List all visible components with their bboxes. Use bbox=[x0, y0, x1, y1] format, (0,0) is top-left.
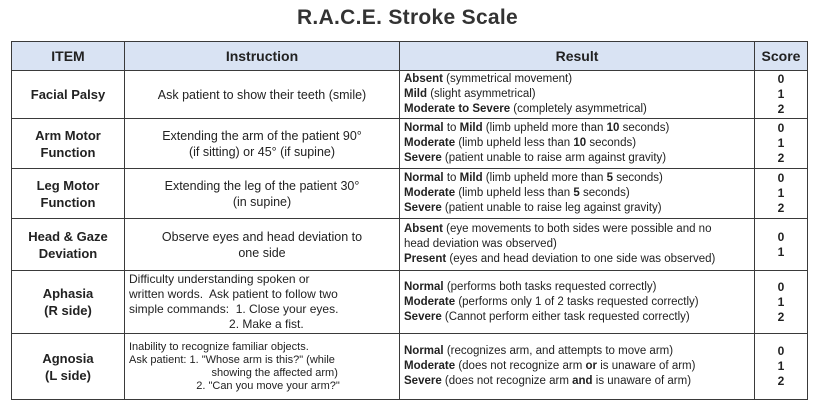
row-instruction bbox=[125, 169, 400, 219]
instruction-line: Inability to recognize familiar objects. bbox=[129, 340, 309, 353]
result-level: Absent bbox=[404, 73, 443, 85]
result-line bbox=[404, 121, 750, 136]
row-item bbox=[12, 169, 125, 219]
score-value: 0 bbox=[777, 171, 785, 185]
result-text: (limb upheld more than bbox=[482, 172, 607, 184]
result-level: 10 bbox=[573, 137, 587, 149]
result-level: Severe bbox=[404, 202, 442, 214]
result-text: is unaware of arm) bbox=[592, 375, 692, 387]
score-value: 0 bbox=[777, 344, 785, 358]
item-line: Function bbox=[40, 144, 96, 160]
item-line: Arm Motor bbox=[35, 127, 101, 143]
result-level: 5 bbox=[606, 172, 614, 184]
result-level: Severe bbox=[404, 375, 442, 387]
result-line bbox=[404, 186, 750, 201]
result-text: (performs only 1 of 2 tasks requested correctly) bbox=[455, 295, 699, 308]
result-line bbox=[404, 136, 750, 151]
result-text: (eye movements to both sides were possible and no bbox=[442, 223, 712, 235]
instruction-line: Ask patient: 1. "Whose arm is this?" (while bbox=[129, 353, 335, 366]
result-level: Severe bbox=[404, 310, 442, 323]
row-score bbox=[755, 119, 808, 169]
score-value: 0 bbox=[777, 121, 785, 135]
result-level: Present bbox=[404, 253, 447, 265]
row-instruction bbox=[125, 219, 400, 271]
item-line: Agnosia bbox=[42, 350, 94, 366]
result-text: (completely asymmetrical) bbox=[510, 103, 647, 115]
result-text: to bbox=[443, 172, 460, 184]
row-instruction bbox=[125, 119, 400, 169]
table-row bbox=[12, 169, 808, 219]
result-text: (patient unable to raise leg against gravity) bbox=[441, 202, 662, 214]
table-header-row bbox=[12, 42, 808, 71]
item-line: Deviation bbox=[38, 245, 98, 261]
result-text: to bbox=[443, 122, 460, 134]
result-level: Moderate bbox=[404, 137, 456, 149]
result-line bbox=[404, 374, 750, 389]
result-line bbox=[404, 222, 750, 237]
instruction-line: Extending the leg of the patient 30° bbox=[164, 178, 360, 193]
result-text: (Cannot perform either task requested correctly) bbox=[441, 310, 690, 323]
score-value: 1 bbox=[777, 359, 785, 373]
result-text: (limb upheld less than bbox=[455, 137, 574, 149]
result-text: (recognizes arm, and attempts to move arm) bbox=[443, 345, 674, 357]
result-level: Mild bbox=[404, 88, 427, 100]
score-value: 1 bbox=[777, 87, 785, 101]
row-instruction bbox=[125, 334, 400, 400]
instruction-line: showing the affected arm) bbox=[129, 366, 338, 379]
result-text: (performs both tasks requested correctly) bbox=[443, 280, 657, 293]
result-level: Severe bbox=[404, 152, 442, 164]
instruction-line: 2. Make a fist. bbox=[129, 317, 304, 331]
row-result bbox=[400, 334, 755, 400]
item-line: Leg Motor bbox=[36, 177, 100, 193]
result-level: 5 bbox=[573, 187, 580, 199]
result-line bbox=[404, 171, 750, 186]
score-value: 1 bbox=[777, 186, 785, 200]
result-text: (limb upheld more than bbox=[482, 122, 607, 134]
item-line: Head & Gaze bbox=[28, 228, 108, 244]
result-level: or bbox=[585, 360, 598, 372]
result-level: Mild bbox=[459, 172, 483, 184]
row-score bbox=[755, 219, 808, 271]
result-line bbox=[404, 201, 750, 216]
result-level: Normal bbox=[404, 172, 444, 184]
result-text: seconds) bbox=[586, 137, 637, 149]
row-result bbox=[400, 271, 755, 334]
header-score: Score bbox=[755, 42, 808, 71]
table-row bbox=[12, 219, 808, 271]
row-score bbox=[755, 334, 808, 400]
result-line bbox=[404, 310, 750, 325]
result-text: (eyes and head deviation to one side was observed) bbox=[446, 253, 716, 265]
result-level: and bbox=[572, 375, 593, 387]
instruction-line: written words. Ask patient to follow two bbox=[129, 287, 338, 301]
instruction-line: (if sitting) or 45° (if supine) bbox=[188, 144, 336, 159]
row-instruction bbox=[125, 271, 400, 334]
result-level: Moderate bbox=[404, 295, 456, 308]
instruction-line: Ask patient to show their teeth (smile) bbox=[157, 87, 367, 102]
instruction-line: one side bbox=[238, 245, 286, 260]
result-level: Moderate to Severe bbox=[404, 103, 511, 115]
row-score bbox=[755, 71, 808, 119]
row-score bbox=[755, 169, 808, 219]
result-text: head deviation was observed) bbox=[404, 238, 557, 250]
item-line: Aphasia bbox=[42, 286, 94, 301]
result-text: (slight asymmetrical) bbox=[427, 88, 536, 100]
header-result: Result bbox=[400, 42, 755, 71]
row-result bbox=[400, 169, 755, 219]
result-line bbox=[404, 151, 750, 166]
result-level: Moderate bbox=[404, 360, 456, 372]
result-text: seconds) bbox=[579, 187, 630, 199]
result-line bbox=[404, 295, 750, 310]
result-line bbox=[404, 237, 750, 252]
score-value: 2 bbox=[777, 151, 785, 165]
row-item bbox=[12, 334, 125, 400]
item-line: Facial Palsy bbox=[30, 87, 106, 102]
result-text: (does not recognize arm bbox=[455, 360, 586, 372]
score-value: 1 bbox=[777, 136, 785, 150]
result-line bbox=[404, 102, 750, 117]
row-item bbox=[12, 71, 125, 119]
table-row bbox=[12, 271, 808, 334]
score-value: 2 bbox=[777, 201, 785, 215]
result-level: Normal bbox=[404, 345, 444, 357]
item-line: (L side) bbox=[45, 367, 91, 383]
table-row bbox=[12, 334, 808, 400]
instruction-line: 2. "Can you move your arm?" bbox=[129, 379, 340, 392]
result-line bbox=[404, 359, 750, 374]
row-result bbox=[400, 219, 755, 271]
result-text: seconds) bbox=[613, 172, 663, 184]
result-line bbox=[404, 280, 750, 295]
result-text: is unaware of arm) bbox=[597, 360, 696, 372]
row-item bbox=[12, 119, 125, 169]
instruction-line: Difficulty understanding spoken or bbox=[129, 272, 310, 286]
result-text: (limb upheld less than bbox=[455, 187, 574, 199]
table-row bbox=[12, 71, 808, 119]
result-text: seconds) bbox=[619, 122, 670, 134]
result-level: Mild bbox=[459, 122, 483, 134]
item-line: Function bbox=[40, 194, 96, 210]
score-value: 2 bbox=[777, 309, 785, 324]
row-instruction bbox=[125, 71, 400, 119]
result-line bbox=[404, 72, 750, 87]
row-result bbox=[400, 119, 755, 169]
header-instruction: Instruction bbox=[125, 42, 400, 71]
score-value: 0 bbox=[777, 229, 785, 244]
instruction-line: Extending the arm of the patient 90° bbox=[162, 128, 362, 143]
stroke-scale-table bbox=[11, 41, 808, 400]
result-level: Normal bbox=[404, 122, 444, 134]
row-result bbox=[400, 71, 755, 119]
result-level: 10 bbox=[606, 122, 620, 134]
result-level: Normal bbox=[404, 280, 444, 293]
result-level: Absent bbox=[404, 223, 443, 235]
row-score bbox=[755, 271, 808, 334]
header-item: ITEM bbox=[12, 42, 125, 71]
item-line: (R side) bbox=[44, 303, 92, 318]
result-text: (patient unable to raise arm against gravity) bbox=[441, 152, 667, 164]
result-level: Moderate bbox=[404, 187, 456, 199]
row-item bbox=[12, 219, 125, 271]
score-value: 1 bbox=[777, 244, 785, 259]
instruction-line: (in supine) bbox=[232, 194, 292, 209]
instruction-line: simple commands: 1. Close your eyes. bbox=[129, 302, 339, 316]
score-value: 2 bbox=[777, 374, 785, 388]
result-text: (symmetrical movement) bbox=[442, 73, 573, 85]
table-row bbox=[12, 119, 808, 169]
result-line bbox=[404, 87, 750, 102]
page-title: R.A.C.E. Stroke Scale bbox=[296, 6, 519, 29]
instruction-line: Observe eyes and head deviation to bbox=[161, 229, 363, 244]
result-line bbox=[404, 344, 750, 359]
score-value: 0 bbox=[777, 72, 785, 86]
row-item bbox=[12, 271, 125, 334]
result-text: (does not recognize arm bbox=[441, 375, 573, 387]
score-value: 0 bbox=[777, 279, 785, 294]
score-value: 1 bbox=[777, 294, 785, 309]
score-value: 2 bbox=[777, 102, 785, 116]
result-line bbox=[404, 252, 750, 267]
